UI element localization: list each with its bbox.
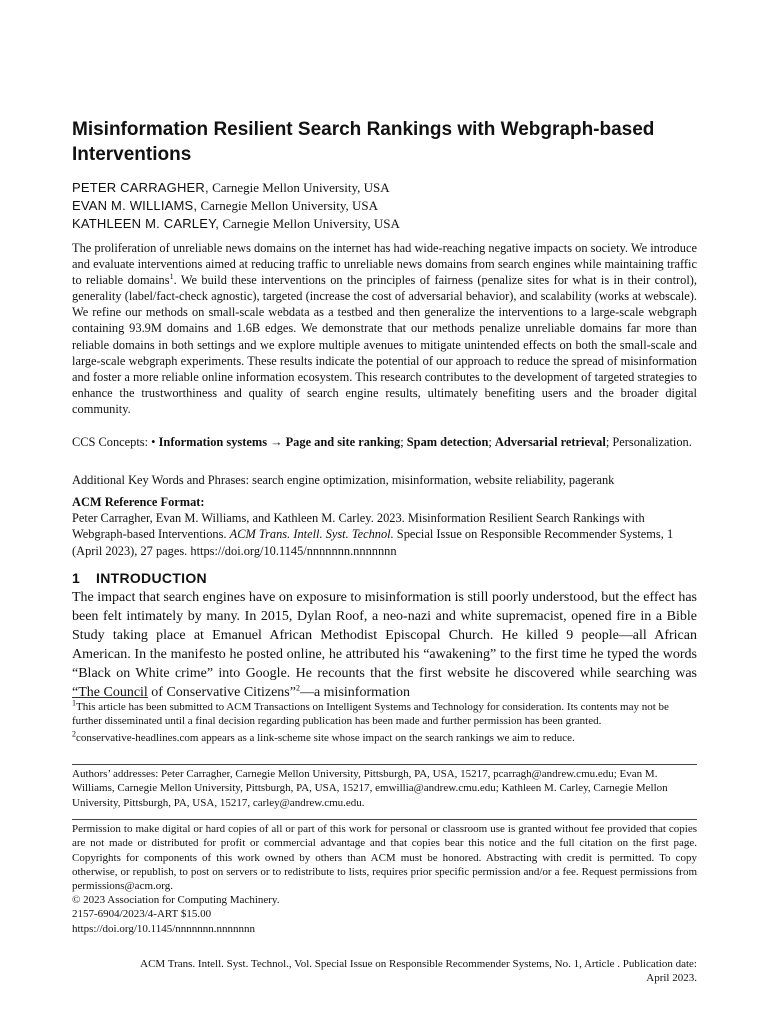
footnote-mark: 1 (72, 698, 76, 708)
introduction-text (72, 588, 697, 702)
footnote-divider (72, 697, 148, 698)
ccs-concept: Spam detection (406, 435, 489, 449)
authors-addresses: Authors’ addresses: Peter Carragher, Carnegie Mellon University, Pittsburgh, PA, USA, 15217, pcarragh@andrew.cmu.edu; Evan M. Williams, Carnegie Mellon University, Pittsburgh, PA, USA, 15217, emwillia@andrew.cmu.edu; Kathleen M. Carley, Carnegie Mellon University, Pittsburgh, PA, USA, 15217, carley@andrew.cmu.edu. (72, 768, 668, 809)
doi-link[interactable]: https://doi.org/10.1145/nnnnnnn.nnnnnnn (72, 922, 256, 935)
footer-journal-info: ACM Trans. Intell. Syst. Technol., Vol. Special Issue on Responsible Recommender Systems, No. 1, Article . Publication date: (140, 958, 697, 970)
ccs-prefix: CCS Concepts: • (72, 435, 159, 449)
abstract (72, 240, 697, 417)
reference-journal: ACM Trans. Intell. Syst. Technol. (229, 527, 394, 542)
author-entry (72, 179, 697, 197)
reference-text: Special Issue on Responsible Recommender Systems, 1 (April 2023), 27 pages. https://doi.org/10.1145/nnnnnnn.nnnnnnn (72, 527, 674, 558)
abstract-text: . We build these interventions on the principles of fairness (penalize sites for what is in their control), generality (label/fact-check agnostic), targeted (increase the cost of adversarial behavior), and scalability (works at webscale). We refine our methods on small-scale webdata as a testbed and then generalize the interventions to a large-scale webgraph containing 93.9M domains and 1.6B edges. We demonstrate that our methods penalize unreliable domains far more than reliable domains in both settings and we explore multiple avenues to mitigate unintended effects on both the small-scale and large-scale webgraph experiments. These results indicate the potential of our approach to reduce the spread of misinformation and foster a more reliable online information ecosystem. This research contributes to the development of targeted strategies to enhance the trustworthiness and quality of search engine results, ultimately benefiting users and the broader digital community. (72, 273, 698, 416)
author-entry (72, 197, 697, 215)
paper-title: Misinformation Resilient Search Rankings with Webgraph-based Interventions (72, 119, 655, 165)
section-heading (72, 570, 697, 586)
intro-text: —a misinformation (299, 685, 410, 700)
permission-notice: Permission to make digital or hard copies of all or part of this work for personal or classroom use is granted without fee provided that copies are not made or distributed for profit or commercial advantage and that copies bear this notice and the full citation on the first page. Copyrights for components of this work owned by others than ACM must be honored. Abstracting with credit is permitted. To copy otherwise, or republish, to post on servers or to redistribute to lists, requires prior specific permission and/or a fee. Request permissions from permissions@acm.org. (72, 823, 697, 893)
footnote (72, 700, 697, 729)
abstract-text: The proliferation of unreliable news domains on the internet has had wide-reaching negative impacts on society. We introduce and evaluate interventions aimed at reducing traffic to unreliable news domains from search engines while maintaining traffic to reliable domains (72, 241, 697, 288)
acm-reference-format (72, 494, 697, 559)
footnote-marker[interactable]: 2 (295, 683, 300, 693)
footnote-text: conservative-headlines.com appears as a link-scheme site whose impact on the search rankings we aim to reduce. (76, 731, 575, 744)
footnote-marker[interactable]: 1 (169, 272, 174, 282)
reference-heading: ACM Reference Format: (72, 495, 205, 509)
author-affiliation: Carnegie Mellon University, USA (212, 180, 390, 195)
author-name: PETER CARRAGHER, (72, 180, 209, 195)
footnote-text: This article has been submitted to ACM Transactions on Intelligent Systems and Technology for consideration. Its contents may not be further disseminated until a final decision regarding publication has been made and further permission has been granted. (72, 701, 669, 728)
author-affiliation: Carnegie Mellon University, USA (200, 198, 379, 213)
footnotes (72, 700, 697, 747)
author-name: KATHLEEN M. CARLEY, (72, 216, 220, 231)
copyright-line: © 2023 Association for Computing Machinery. (72, 894, 280, 906)
reference-text: Peter Carragher, Evan M. Williams, and Kathleen M. Carley. 2023. Misinformation Resilient Search Rankings with Webgraph-based Interventions. (72, 511, 645, 542)
keywords: Additional Key Words and Phrases: search engine optimization, misinformation, website reliability, pagerank (72, 473, 615, 487)
author-list (72, 179, 697, 233)
section-number: 1 (72, 570, 81, 586)
section-title: INTRODUCTION (96, 570, 207, 586)
author-entry (72, 215, 697, 233)
ccs-concept: Information systems → Page and site ranking (158, 435, 401, 449)
divider (72, 819, 697, 820)
footer-date: April 2023. (646, 972, 697, 985)
intro-text: The impact that search engines have on exposure to misinformation is still poorly understood, but the effect has been felt intimately by many. In 2015, Dylan Roof, a neo-nazi and white supremacist, opened fire in a Bible Study taking place at Emanuel African Methodist Episcopal Church. He killed 9 people—all African American. In the manifesto he posted online, he attributed his “awakening” to the first time he typed the words “Black on White crime” into Google. He recounts that the first website he discovered while searching was “The Council of Conservative Citizens” (72, 590, 697, 700)
page-footer (72, 957, 697, 986)
author-affiliation: Carnegie Mellon University, USA (222, 216, 400, 231)
ccs-separator: ; (400, 435, 407, 449)
ccs-separator: ; (488, 435, 495, 449)
copyright-block (72, 893, 697, 936)
divider (72, 764, 697, 765)
ccs-concepts (72, 434, 697, 450)
ccs-concept: Adversarial retrieval (494, 435, 606, 449)
ccs-suffix: ; Personalization. (605, 435, 692, 449)
footnote (72, 728, 697, 745)
footnote-mark: 2 (72, 728, 76, 738)
issn-line: 2157-6904/2023/4-ART $15.00 (72, 908, 212, 921)
author-name: EVAN M. WILLIAMS, (72, 198, 198, 213)
